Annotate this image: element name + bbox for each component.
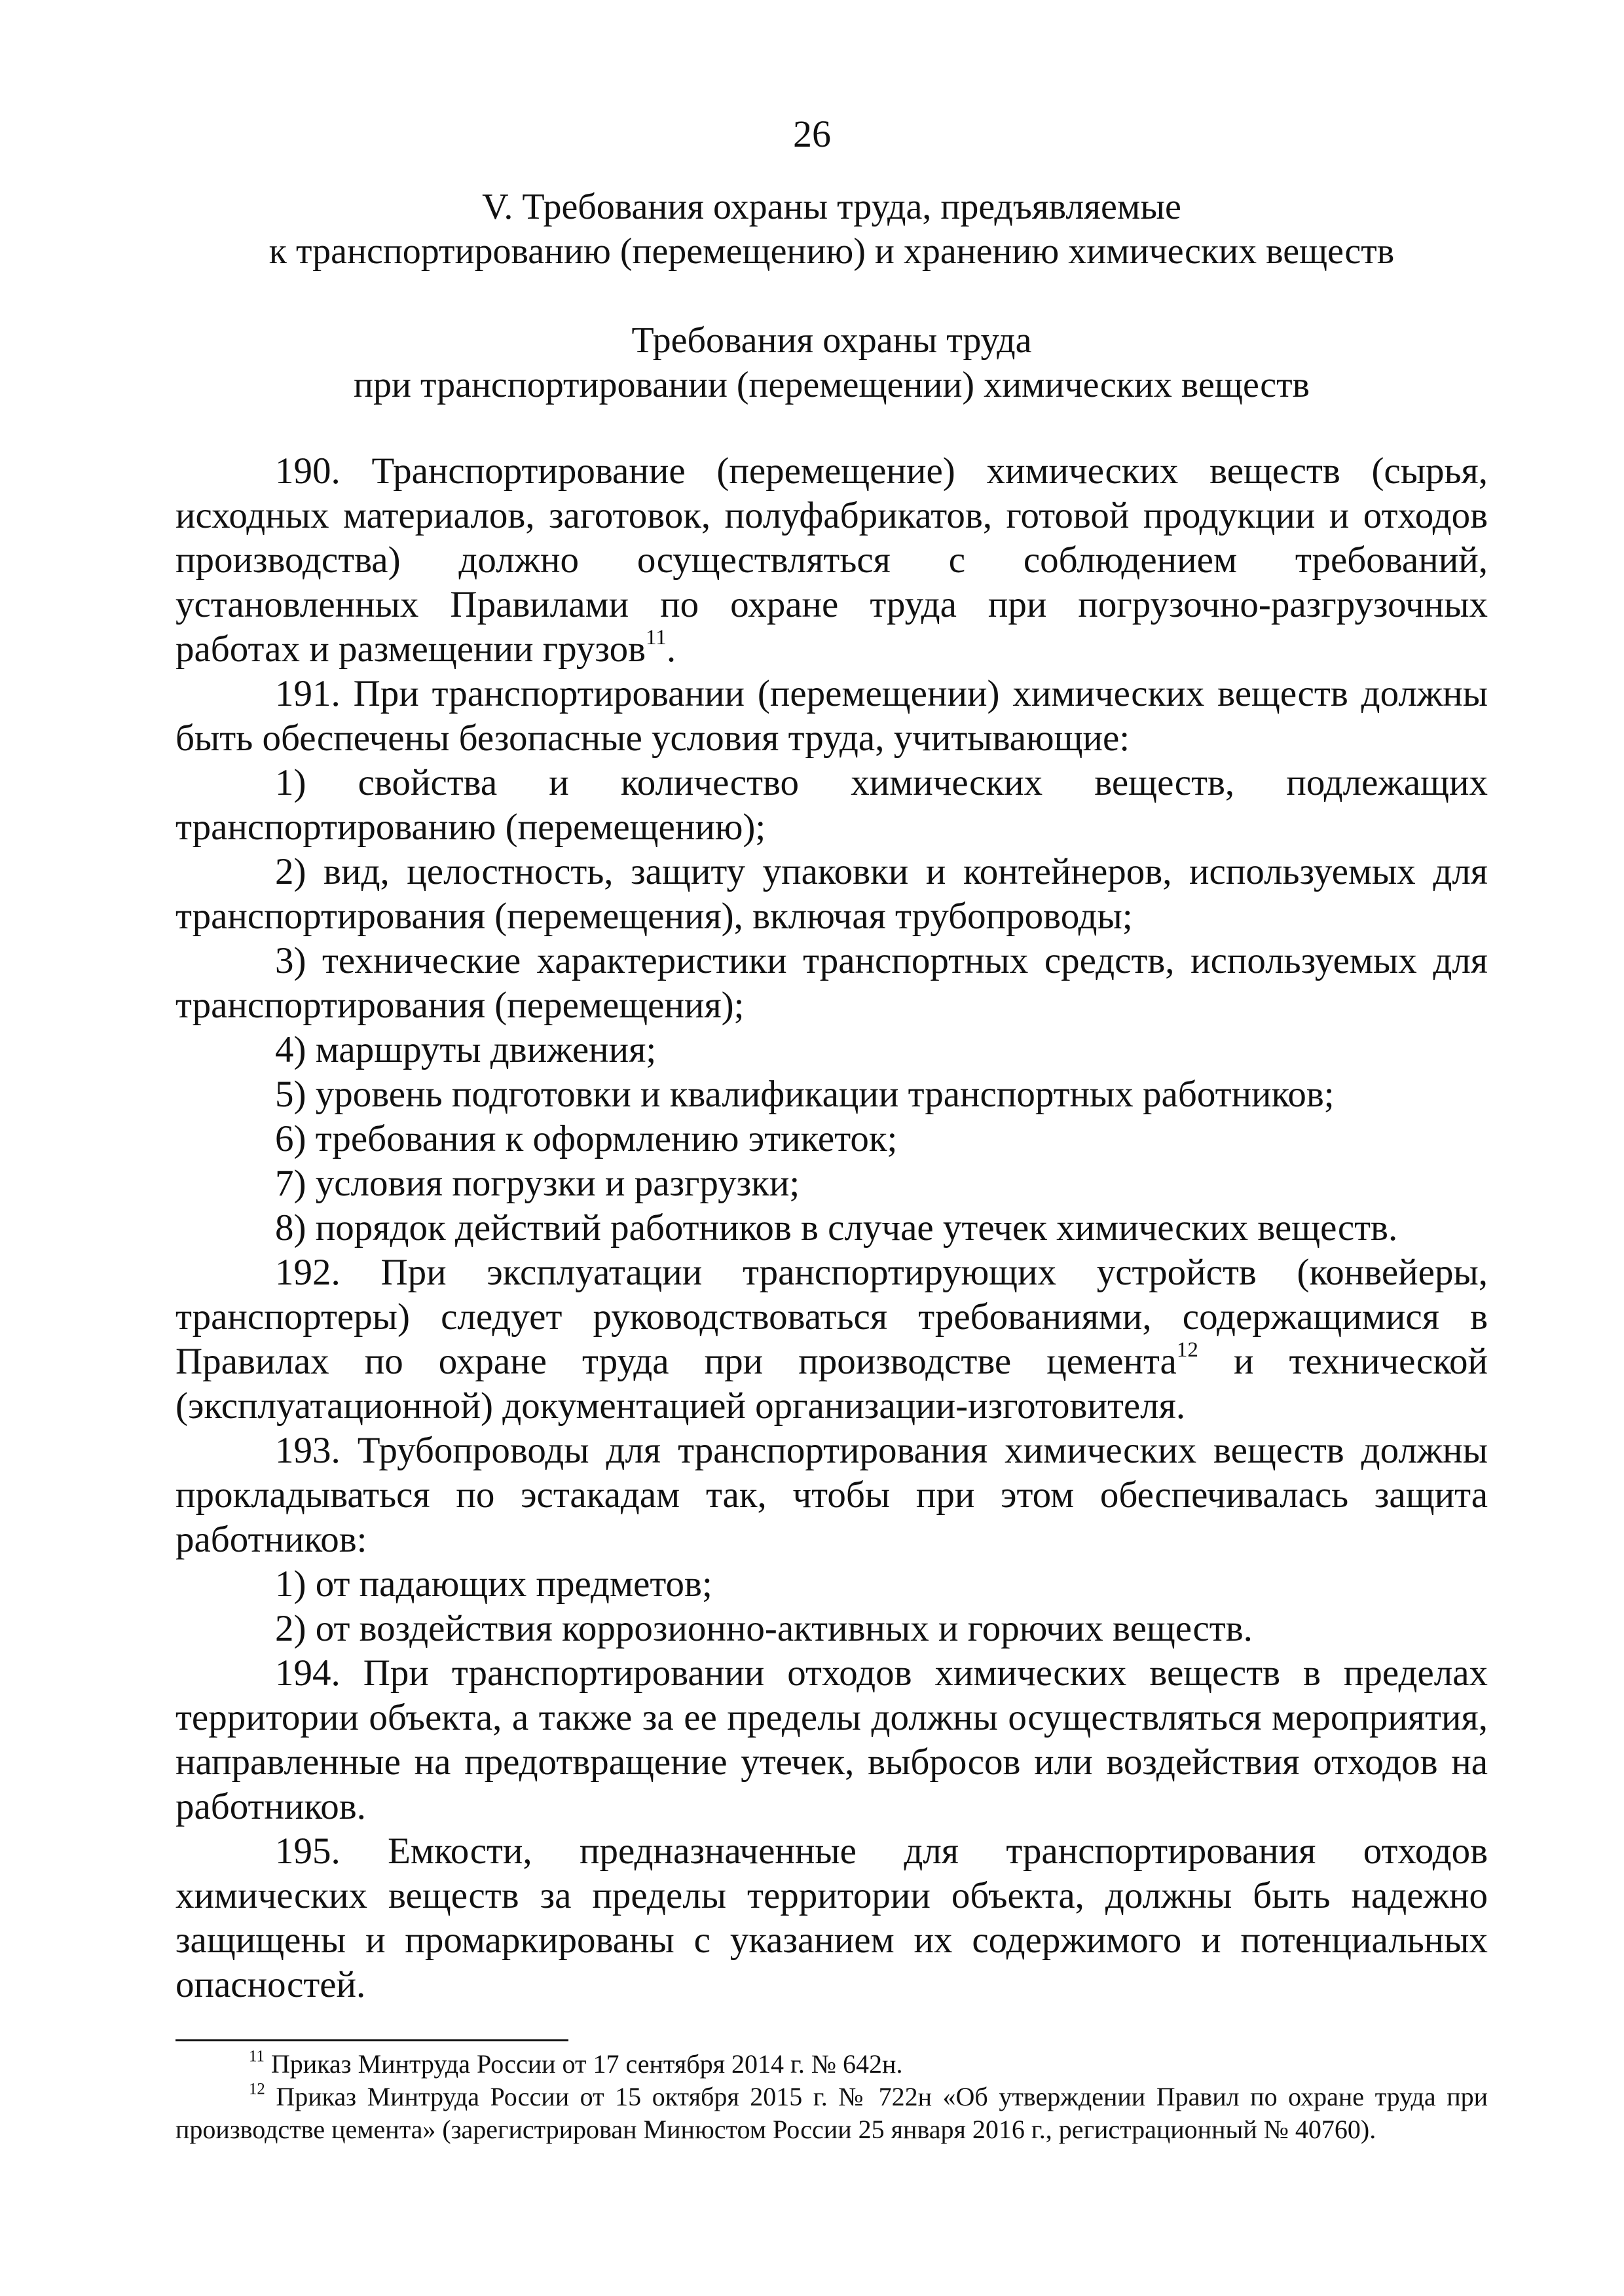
subsection-title-line: при транспортировании (перемещении) химических веществ [354,365,1310,405]
footnote-reference: 11 [646,626,667,650]
paragraph-text-tail: . [666,629,676,670]
list-item: 3) технические характеристики транспортных средств, используемых для транспортирования (перемещения); [175,940,1488,1026]
footnote-divider [175,2039,568,2041]
list-item: 4) маршруты движения; [275,1029,657,1070]
paragraph-195: 195. Емкости, предназначенные для транспортирования отходов химических веществ за пределы территории объекта, должны быть надежно защищены и промаркированы с указанием их содержимого и потенциальных опасностей. [175,1831,1488,2005]
paragraph-text-tail: и технической (эксплуатационной) документацией организации-изготовителя. [175,1341,1488,1427]
section-title-line: к транспортированию (перемещению) и хранению химических веществ [268,231,1395,272]
paragraph-text: 190. Транспортирование (перемещение) химических веществ (сырья, исходных материалов, заготовок, полуфабрикатов, готовой продукции и отходов производства) должно осуществляться с соблюдением требований, установленных Правилами по охране труда при погрузочно-разгрузочных работах и размещении грузов [175,450,1488,670]
footnote [175,2081,1488,2146]
list-item: 8) порядок действий работников в случае утечек химических веществ. [275,1207,1398,1248]
list-item: 2) от воздействия коррозионно-активных и горючих веществ. [275,1608,1253,1649]
footnote-mark: 12 [249,2080,265,2098]
subsection-title [157,318,1506,407]
footnotes [175,2048,1488,2146]
list-item: 1) свойства и количество химических веществ, подлежащих транспортированию (перемещению); [175,762,1488,848]
footnote-reference: 12 [1176,1338,1198,1362]
section-title-line: V. Требования охраны труда, предъявляемые [482,187,1181,227]
list-item: 7) условия погрузки и разгрузки; [275,1163,800,1204]
document-body [175,449,1488,2007]
list-item: 2) вид, целостность, защиту упаковки и контейнеров, используемых для транспортирования (перемещения), включая трубопроводы; [175,851,1488,937]
paragraph-text: 192. При эксплуатации транспортирующих устройств (конвейеры, транспортеры) следует руководствоваться требованиями, содержащимися в Правилах по охране труда при производстве цемента [175,1252,1488,1382]
section-title [157,185,1506,274]
paragraph-193: 193. Трубопроводы для транспортирования химических веществ должны прокладываться по эстакадам так, чтобы при этом обеспечивалась защита работников: [175,1430,1488,1560]
footnote [175,2048,1488,2081]
footnote-text: Приказ Минтруда России от 17 сентября 2014 г. № 642н. [270,2049,903,2079]
footnote-mark: 11 [249,2047,265,2066]
subsection-title-line: Требования охраны труда [631,320,1032,361]
paragraph-194: 194. При транспортировании отходов химических веществ в пределах территории объекта, а также за ее пределы должны осуществляться мероприятия, направленные на предотвращение утечек, выбросов или воздействия отходов на работников. [175,1652,1488,1827]
list-item: 1) от падающих предметов; [275,1563,712,1605]
paragraph-190 [175,449,1488,672]
list-item: 5) уровень подготовки и квалификации транспортных работников; [275,1074,1335,1115]
page-number: 26 [793,113,831,155]
footnote-text: Приказ Минтруда России от 15 октября 2015 г. № 722н «Об утверждении Правил по охране труда при производстве цемента» (зарегистрирован Минюстом России 25 января 2016 г., регистрационный № 40760). [175,2082,1488,2144]
paragraph-192 [175,1250,1488,1429]
list-item: 6) требования к оформлению этикеток; [275,1118,898,1159]
paragraph-191: 191. При транспортировании (перемещении) химических веществ должны быть обеспечены безопасные условия труда, учитывающие: [175,673,1488,759]
